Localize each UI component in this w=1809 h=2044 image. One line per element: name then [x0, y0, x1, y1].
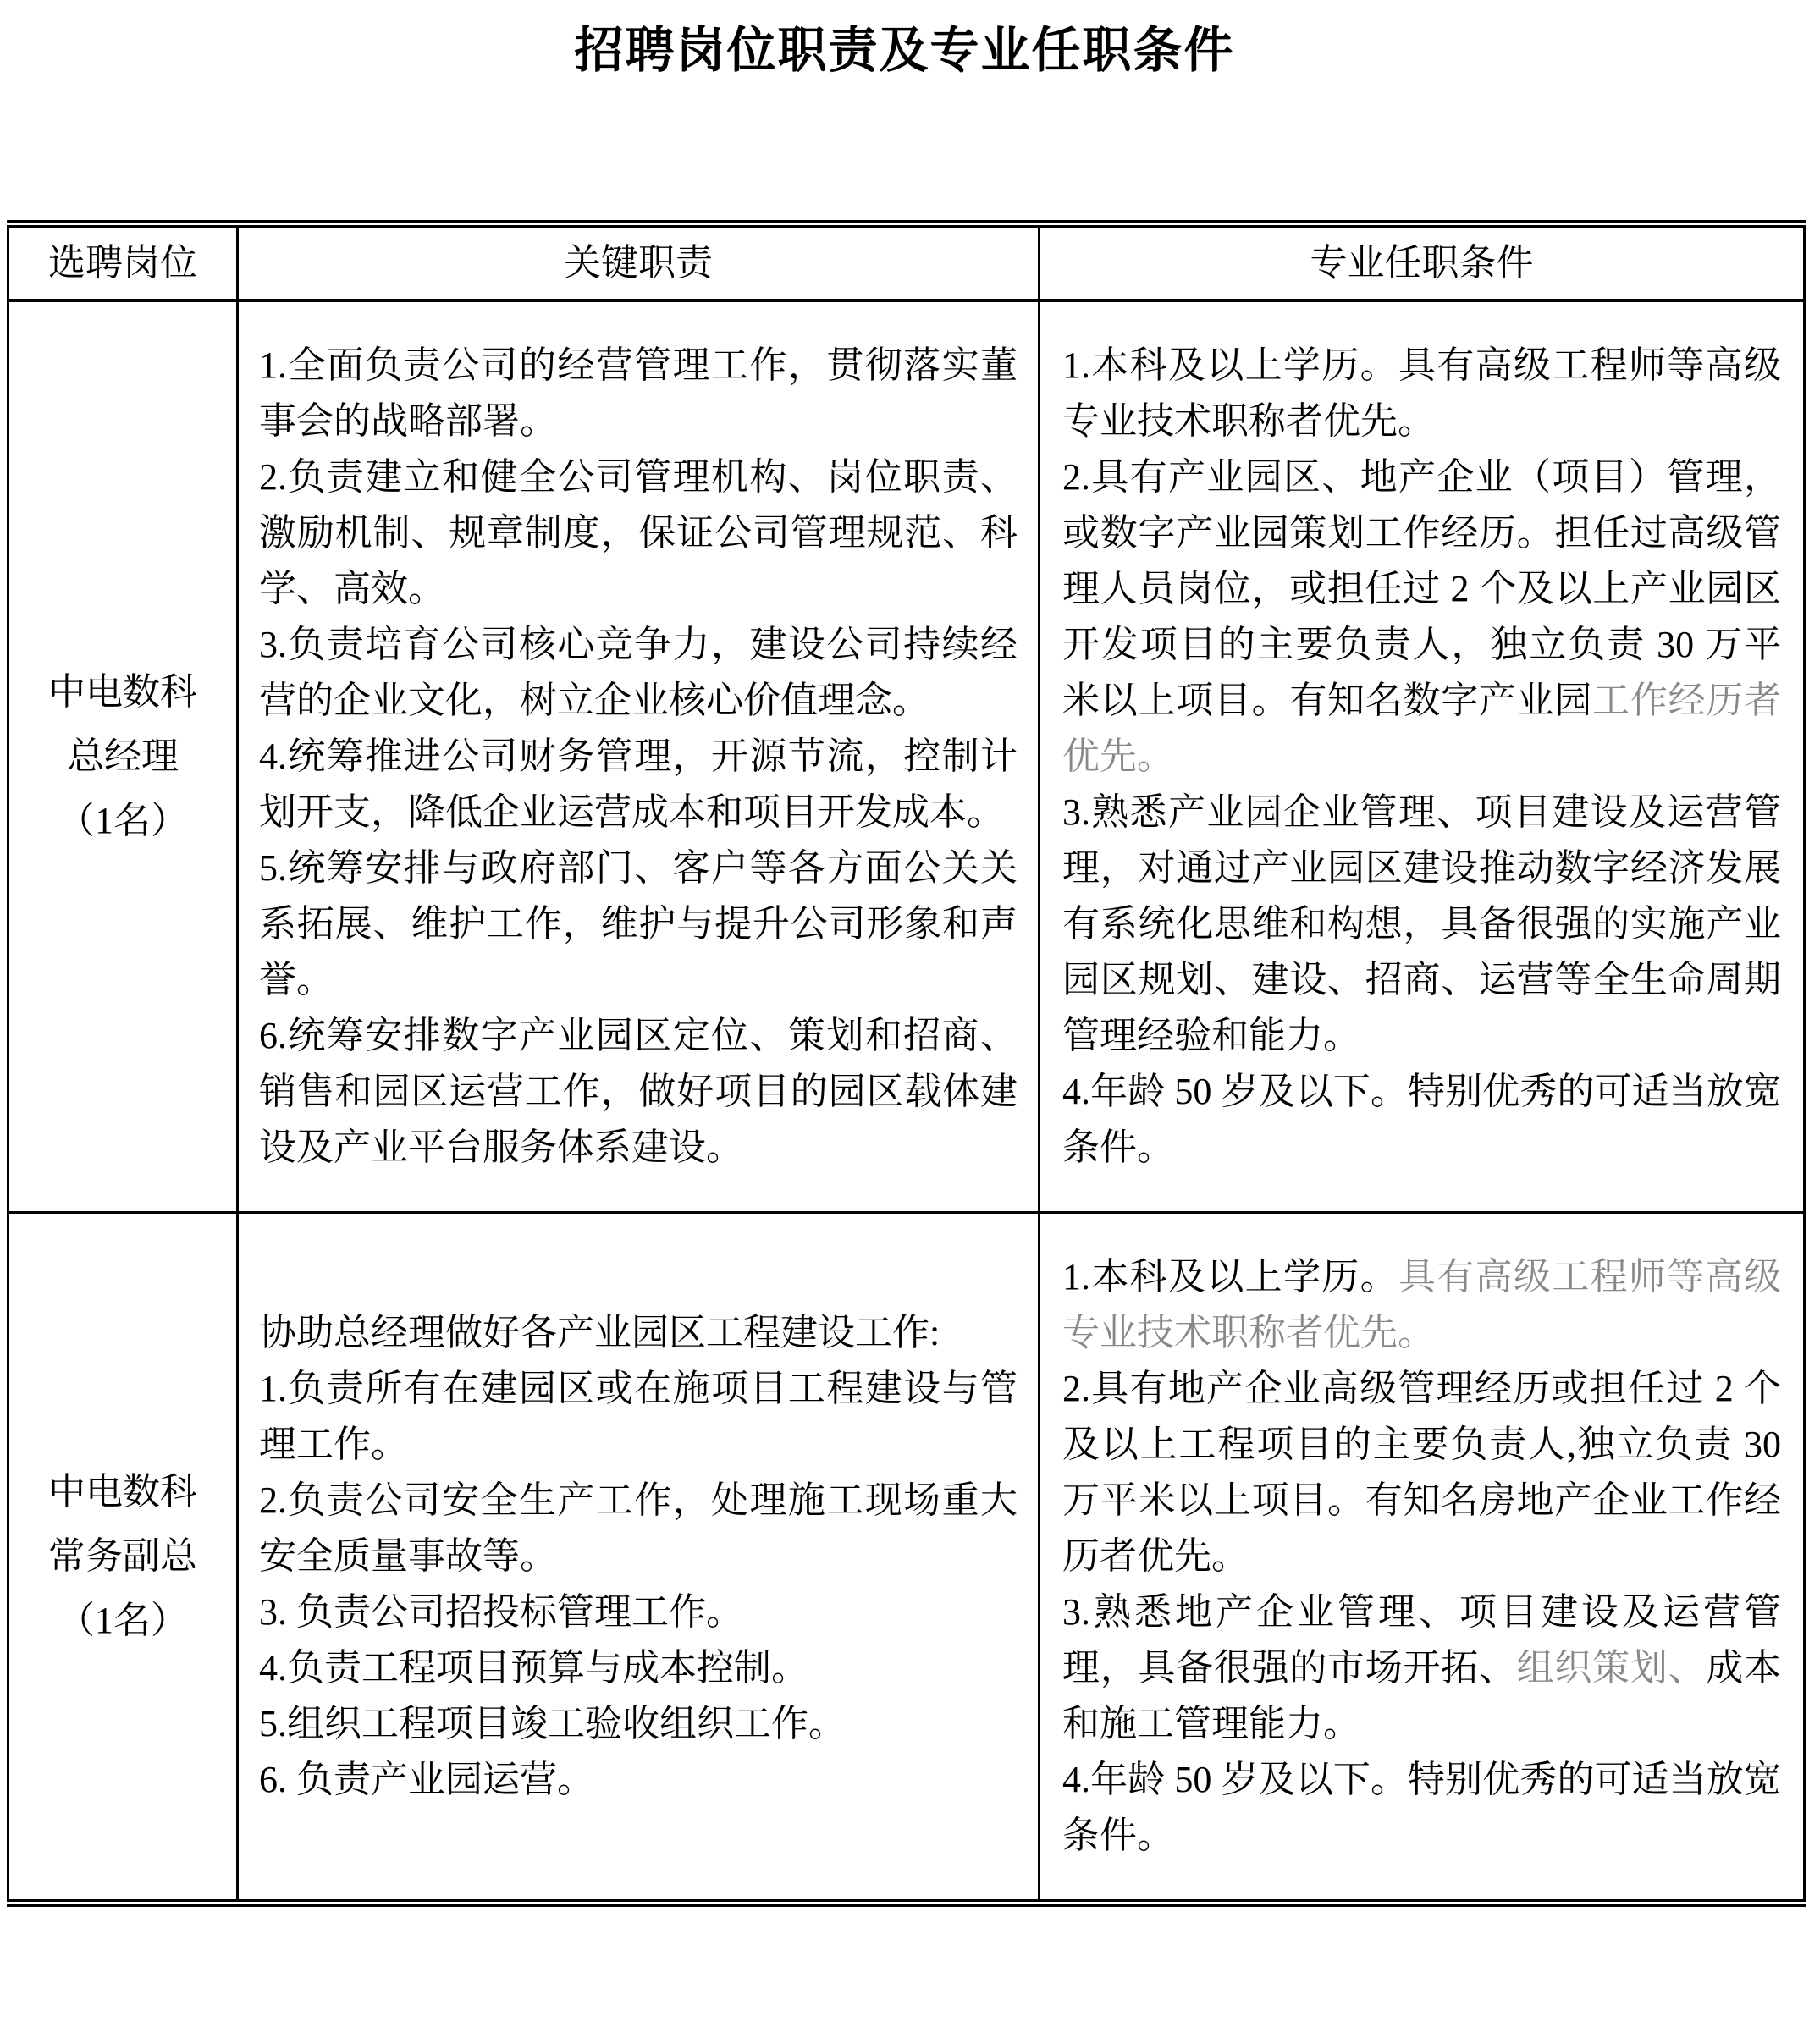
- duty-item: [259, 449, 1018, 617]
- duty-item: [259, 1361, 1018, 1473]
- duties-cell: [238, 300, 1040, 1213]
- text-segment: 4.年龄 50 岁及以下。特别优秀的可适当放宽条件。: [1062, 1759, 1781, 1856]
- duty-item: [259, 840, 1018, 1008]
- position-line: 中电数科: [48, 671, 197, 713]
- text-segment: 1.全面负责公司的经营管理工作，贯彻落实董事会的战略部署。: [259, 344, 1018, 442]
- qualification-item: [1062, 785, 1781, 1064]
- header-duties: 关键职责: [238, 224, 1040, 301]
- table-row: [8, 1213, 1805, 1904]
- page-title: 招聘岗位职责及专业任职条件: [574, 23, 1235, 78]
- text-segment: 2.负责公司安全生产工作，处理施工现场重大安全质量事故等。: [259, 1479, 1018, 1577]
- duty-item: [259, 729, 1018, 840]
- qualifications-cell: [1040, 1213, 1805, 1904]
- text-segment: 协助总经理做好各产业园区工程建设工作:: [259, 1312, 940, 1353]
- qualification-item: [1062, 338, 1781, 449]
- table-body: [8, 300, 1805, 1904]
- text-segment: 3. 负责公司招投标管理工作。: [259, 1591, 743, 1633]
- duty-item: [259, 1640, 1018, 1696]
- text-segment: 2.负责建立和健全公司管理机构、岗位职责、激励机制、规章制度，保证公司管理规范、科学、高效。: [259, 456, 1018, 609]
- header-row: [8, 224, 1805, 301]
- duty-item: [259, 1008, 1018, 1176]
- text-segment: 4.年龄 50 岁及以下。特别优秀的可适当放宽条件。: [1062, 1071, 1781, 1168]
- duty-item: [259, 617, 1018, 729]
- table-header: [8, 224, 1805, 301]
- page: [0, 20, 1809, 2044]
- qualification-item: [1062, 1584, 1781, 1752]
- qualification-item: [1062, 1361, 1781, 1584]
- text-segment: 1.负责所有在建园区或在施项目工程建设与管理工作。: [259, 1368, 1018, 1465]
- gray-text-segment: 具有高级工程师等高级专业技术职称者优先。: [1062, 1256, 1781, 1353]
- duty-item: [259, 1752, 1018, 1808]
- duty-item: [259, 1473, 1018, 1584]
- text-segment: 成本和施工管理能力。: [1062, 1647, 1782, 1744]
- qualifications-cell: [1040, 300, 1805, 1213]
- text-segment: 3.熟悉产业园企业管理、项目建设及运营管理，对通过产业园区建设推动数字经济发展有系统化思维和构想，具备很强的实施产业园区规划、建设、招商、运营等全生命周期管理经验和能力。: [1062, 791, 1781, 1056]
- position-line: 总经理: [67, 736, 179, 777]
- text-segment: 1.本科及以上学历。具有高级工程师等高级专业技术职称者优先。: [1062, 344, 1781, 442]
- position-line: （1名）: [58, 800, 188, 841]
- position-line: （1名）: [58, 1600, 188, 1641]
- gray-text-segment: 组织策划、: [1516, 1647, 1707, 1689]
- text-segment: 5.统筹安排与政府部门、客户等各方面公关关系拓展、维护工作，维护与提升公司形象和声誉。: [259, 847, 1018, 1000]
- text-segment: 2.具有地产企业高级管理经历或担任过 2 个及以上工程项目的主要负责人,独立负责 30 万平米以上项目。有知名房地产企业工作经历者优先。: [1062, 1368, 1781, 1577]
- duties-cell: [238, 1213, 1040, 1904]
- text-segment: 6.统筹安排数字产业园区定位、策划和招商、销售和园区运营工作，做好项目的园区载体建设及产业平台服务体系建设。: [259, 1015, 1018, 1168]
- text-segment: 2.具有产业园区、地产企业（项目）管理，或数字产业园策划工作经历。担任过高级管理人员岗位，或担任过 2 个及以上产业园区开发项目的主要负责人，独立负责 30 万平米以上项目。有知名数字产业园: [1062, 456, 1781, 721]
- text-segment: 1.本科及以上学历。: [1062, 1256, 1398, 1297]
- position-cell: [8, 1213, 238, 1904]
- gray-text-segment: 工作经历者优先。: [1062, 680, 1782, 777]
- position-line: 常务副总: [48, 1535, 197, 1577]
- text-segment: 3.负责培育公司核心竞争力，建设公司持续经营的企业文化，树立企业核心价值理念。: [259, 624, 1018, 721]
- duty-item: [259, 1696, 1018, 1752]
- duty-item: [259, 1305, 1018, 1361]
- table-row: [8, 300, 1805, 1213]
- position-line: 中电数科: [48, 1471, 197, 1512]
- duty-item: [259, 1584, 1018, 1640]
- text-segment: 3.熟悉地产企业管理、项目建设及运营管理，具备很强的市场开拓、: [1062, 1591, 1781, 1689]
- text-segment: 4.负责工程项目预算与成本控制。: [259, 1647, 808, 1689]
- text-segment: 4.统筹推进公司财务管理，开源节流，控制计划开支，降低企业运营成本和项目开发成本。: [259, 736, 1018, 833]
- position-cell: [8, 300, 238, 1213]
- text-segment: 6. 负责产业园运营。: [259, 1759, 594, 1800]
- header-qualifications: 专业任职条件: [1040, 224, 1805, 301]
- text-segment: 5.组织工程项目竣工验收组织工作。: [259, 1703, 846, 1744]
- duty-item: [259, 338, 1018, 449]
- qualification-item: [1062, 1752, 1781, 1864]
- qualification-item: [1062, 1064, 1781, 1176]
- qualification-item: [1062, 449, 1781, 785]
- recruitment-table: [7, 220, 1806, 1907]
- qualification-item: [1062, 1249, 1781, 1361]
- header-position: 选聘岗位: [8, 224, 238, 301]
